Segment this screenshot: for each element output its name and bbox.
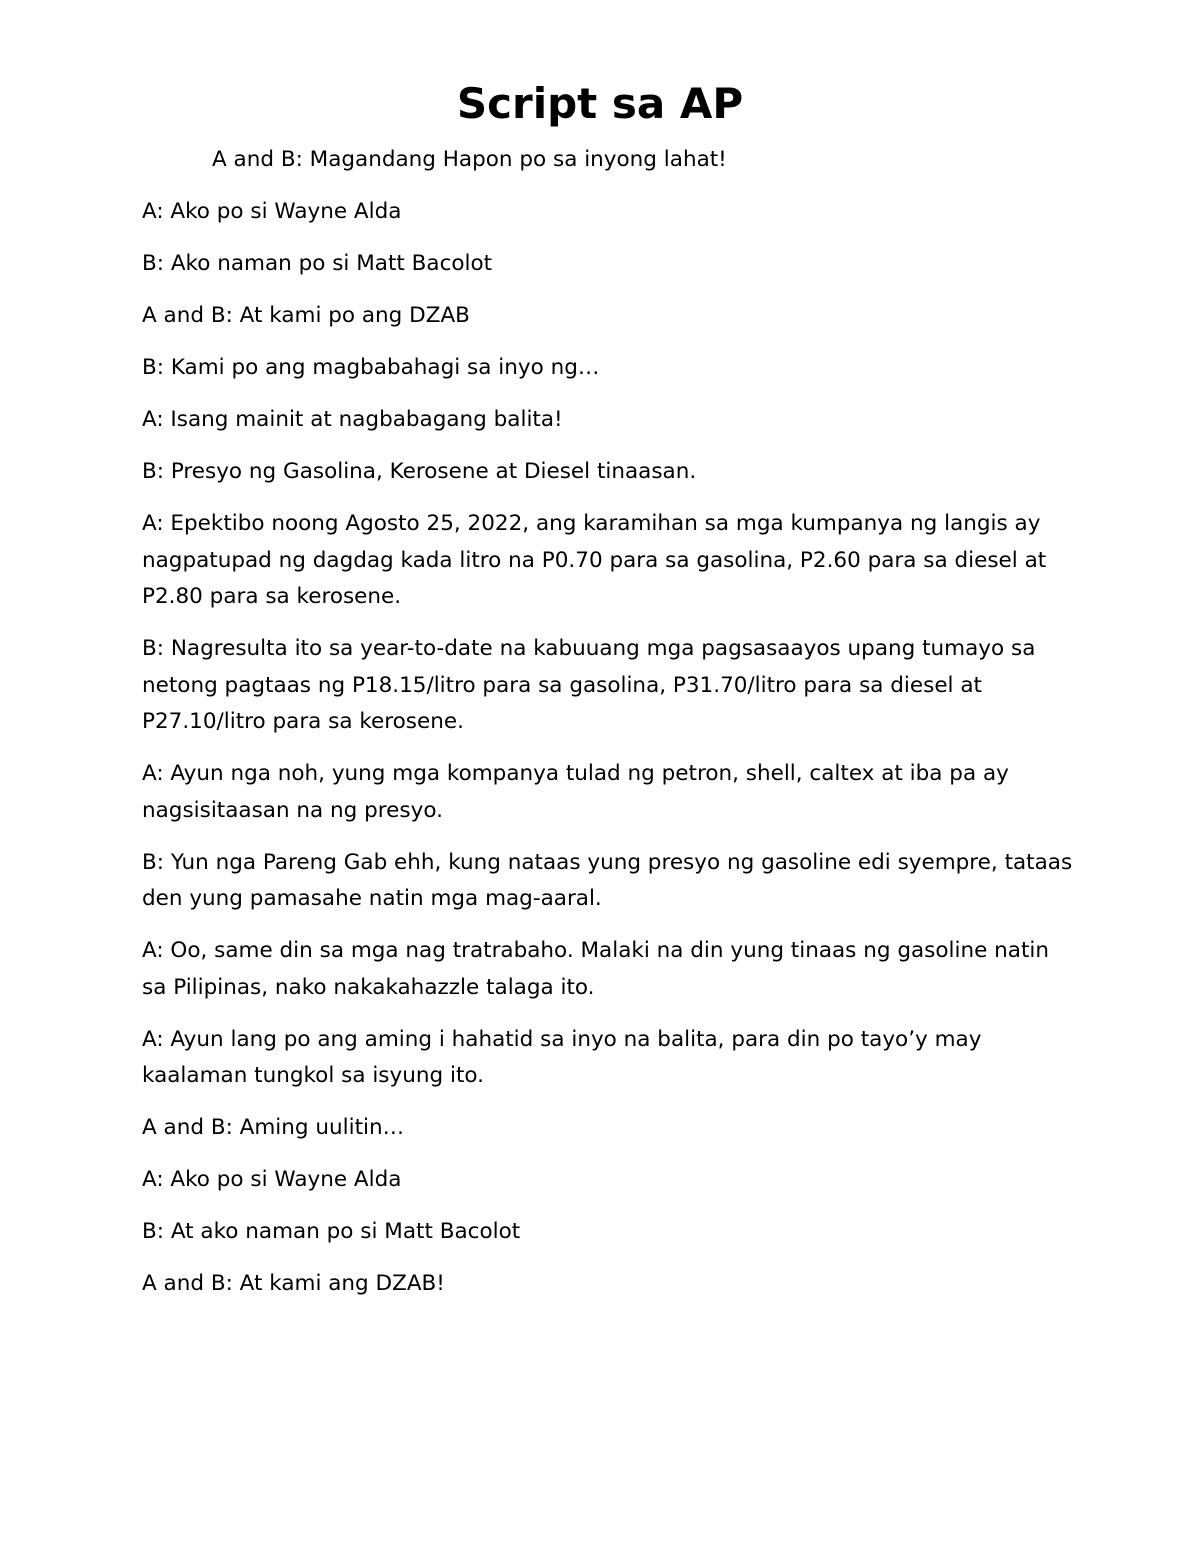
- script-line: B: Presyo ng Gasolina, Kerosene at Diesel tinaasan.: [142, 459, 697, 484]
- script-line: A and B: Aming uulitin…: [142, 1115, 405, 1140]
- script-line: A: Oo, same din sa mga nag tratrabaho. Malaki na din yung tinaas ng gasoline natin sa Pilipinas, nako nakakahazzle talaga ito.: [142, 938, 1049, 1000]
- script-line: A: Isang mainit at nagbabagang balita!: [142, 407, 563, 432]
- script-line: B: Yun nga Pareng Gab ehh, kung nataas yung presyo ng gasoline edi syempre, tataas den yung pamasahe natin mga mag-aaral.: [142, 849, 1073, 911]
- script-line: B: Nagresulta ito sa year-to-date na kabuuang mga pagsasaayos upang tumayo sa netong pagtaas ng P18.15/litro para sa gasolina, P31.70/litro para sa diesel at P27.10/litro para sa kerosene.: [142, 636, 1036, 734]
- script-line: A and B: Magandang Hapon po sa inyong lahat!: [212, 147, 727, 172]
- script-line: A: Ayun nga noh, yung mga kompanya tulad ng petron, shell, caltex at iba pa ay nagsisitaasan na ng presyo.: [142, 761, 1009, 823]
- script-line: B: Ako naman po si Matt Bacolot: [142, 251, 493, 276]
- script-line: A: Epektibo noong Agosto 25, 2022, ang karamihan sa mga kumpanya ng langis ay nagpatupad ng dagdag kada litro na P0.70 para sa gasolina, P2.60 para sa diesel at P2.80 para sa kerosene.: [142, 511, 1047, 609]
- script-line: A: Ayun lang po ang aming i hahatid sa inyo na balita, para din po tayo’y may kaalaman tungkol sa isyung ito.: [142, 1026, 982, 1088]
- document-body: [142, 142, 1077, 1318]
- script-line: A: Ako po si Wayne Alda: [142, 199, 402, 224]
- script-line: B: Kami po ang magbabahagi sa inyo ng…: [142, 355, 600, 380]
- script-line: B: At ako naman po si Matt Bacolot: [142, 1219, 521, 1244]
- script-line: A and B: At kami po ang DZAB: [142, 303, 470, 328]
- script-line: A: Ako po si Wayne Alda: [142, 1167, 402, 1192]
- script-line: A and B: At kami ang DZAB!: [142, 1271, 445, 1296]
- document-title: Script sa AP: [456, 79, 744, 128]
